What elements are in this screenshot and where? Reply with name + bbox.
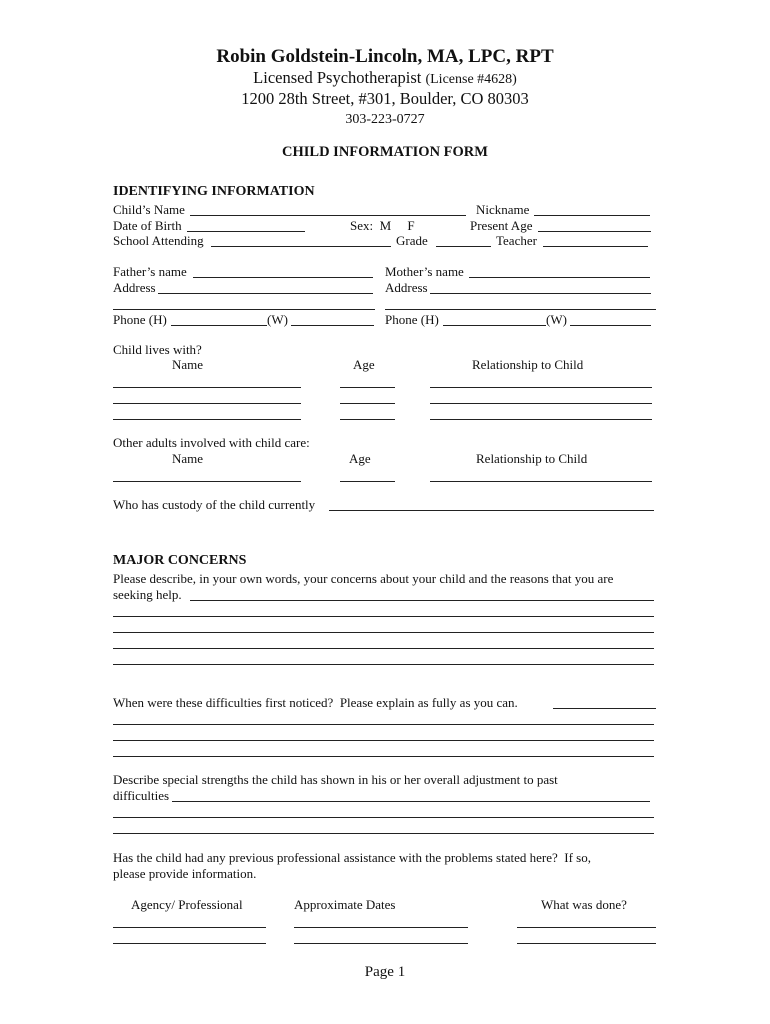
dates-field-1[interactable] <box>294 927 468 928</box>
concerns-prompt-line1: Please describe, in your own words, your concerns about your child and the reasons that you are <box>113 571 614 586</box>
other-adults-relationship-1[interactable] <box>430 481 652 482</box>
agency-header: Agency/ Professional <box>131 897 243 912</box>
school-field[interactable] <box>211 246 391 247</box>
other-adults-age-1[interactable] <box>340 481 395 482</box>
concerns-prompt-line2: seeking help. <box>113 587 182 602</box>
license-number: (License #4628) <box>425 72 517 87</box>
what-done-field-2[interactable] <box>517 943 656 944</box>
lives-with-age-1[interactable] <box>340 387 395 388</box>
lives-with-age-2[interactable] <box>340 403 395 404</box>
teacher-label: Teacher <box>496 233 537 248</box>
major-concerns-heading: MAJOR CONCERNS <box>113 553 247 568</box>
nickname-label: Nickname <box>476 202 530 217</box>
concerns-line-1[interactable] <box>190 600 654 601</box>
father-phone-w-field[interactable] <box>291 325 374 326</box>
father-address-field[interactable] <box>158 293 373 294</box>
lives-with-name-3[interactable] <box>113 419 301 420</box>
agency-field-1[interactable] <box>113 927 266 928</box>
lives-with-name-2[interactable] <box>113 403 301 404</box>
mother-phone-h-label: Phone (H) <box>385 312 439 327</box>
father-address-label: Address <box>113 280 156 295</box>
teacher-field[interactable] <box>543 246 648 247</box>
childs-name-label: Child’s Name <box>113 202 185 217</box>
strengths-field-2[interactable] <box>113 817 654 818</box>
mother-address-label: Address <box>385 280 428 295</box>
strengths-line1: Describe special strengths the child has shown in his or her overall adjustment to past <box>113 772 558 787</box>
therapist-name: Robin Goldstein-Lincoln, MA, LPC, RPT <box>216 46 554 67</box>
nickname-field[interactable] <box>534 215 650 216</box>
other-adults-age-header: Age <box>349 451 371 466</box>
other-adults-name-header: Name <box>172 451 204 466</box>
what-done-header: What was done? <box>541 897 627 912</box>
identifying-heading: IDENTIFYING INFORMATION <box>113 184 315 199</box>
lives-with-question: Child lives with? <box>113 342 202 357</box>
credential-title: Licensed Psychotherapist <box>253 68 422 87</box>
other-adults-question: Other adults involved with child care: <box>113 435 310 450</box>
dob-label: Date of Birth <box>113 218 182 233</box>
childs-name-field[interactable] <box>190 215 466 216</box>
form-title: CHILD INFORMATION FORM <box>282 144 488 160</box>
what-done-field-1[interactable] <box>517 927 656 928</box>
lives-with-relationship-1[interactable] <box>430 387 652 388</box>
therapist-credentials <box>0 68 770 90</box>
first-noticed-line-2[interactable] <box>113 724 654 725</box>
lives-with-relationship-3[interactable] <box>430 419 652 420</box>
grade-field[interactable] <box>436 246 491 247</box>
custody-field[interactable] <box>329 510 654 511</box>
mothers-name-field[interactable] <box>469 277 650 278</box>
mother-phone-w-label: (W) <box>546 312 567 327</box>
dates-header: Approximate Dates <box>294 897 396 912</box>
mother-address-field[interactable] <box>430 293 651 294</box>
present-age-field[interactable] <box>538 231 651 232</box>
lives-with-relationship-2[interactable] <box>430 403 652 404</box>
school-label: School Attending <box>113 233 204 248</box>
grade-label: Grade <box>396 233 428 248</box>
lives-with-relationship-header: Relationship to Child <box>472 357 584 372</box>
custody-label: Who has custody of the child currently <box>113 497 316 512</box>
lives-with-age-header: Age <box>353 357 375 372</box>
first-noticed-line-3[interactable] <box>113 740 654 741</box>
page-number: Page 1 <box>364 964 406 980</box>
fathers-name-label: Father’s name <box>113 264 187 279</box>
father-phone-h-field[interactable] <box>171 325 267 326</box>
concerns-line-5[interactable] <box>113 664 654 665</box>
mother-phone-h-field[interactable] <box>443 325 546 326</box>
concerns-line-3[interactable] <box>113 632 654 633</box>
sex-label[interactable]: Sex: M F <box>350 218 415 233</box>
dob-field[interactable] <box>187 231 305 232</box>
first-noticed-label: When were these difficulties first noticed? Please explain as fully as you can. <box>113 695 518 710</box>
previous-help-line1: Has the child had any previous professional assistance with the problems stated here? If so, <box>113 850 591 865</box>
other-adults-relationship-header: Relationship to Child <box>476 451 588 466</box>
present-age-label: Present Age <box>470 218 533 233</box>
mothers-name-label: Mother’s name <box>385 264 464 279</box>
mother-phone-w-field[interactable] <box>570 325 651 326</box>
first-noticed-line-1[interactable] <box>553 708 656 709</box>
practice-address: 1200 28th Street, #301, Boulder, CO 80303 <box>241 89 529 108</box>
first-noticed-line-4[interactable] <box>113 756 654 757</box>
lives-with-name-1[interactable] <box>113 387 301 388</box>
practice-phone: 303-223-0727 <box>345 112 425 127</box>
fathers-name-field[interactable] <box>193 277 373 278</box>
concerns-line-2[interactable] <box>113 616 654 617</box>
father-phone-h-label: Phone (H) <box>113 312 167 327</box>
other-adults-name-1[interactable] <box>113 481 301 482</box>
father-phone-w-label: (W) <box>267 312 288 327</box>
father-address-line2[interactable] <box>113 309 375 310</box>
previous-help-line2: please provide information. <box>113 866 257 881</box>
strengths-field-1[interactable] <box>172 801 650 802</box>
strengths-field-3[interactable] <box>113 833 654 834</box>
dates-field-2[interactable] <box>294 943 468 944</box>
lives-with-age-3[interactable] <box>340 419 395 420</box>
agency-field-2[interactable] <box>113 943 266 944</box>
concerns-line-4[interactable] <box>113 648 654 649</box>
lives-with-name-header: Name <box>172 357 204 372</box>
strengths-line2: difficulties <box>113 788 170 803</box>
mother-address-line2[interactable] <box>385 309 656 310</box>
